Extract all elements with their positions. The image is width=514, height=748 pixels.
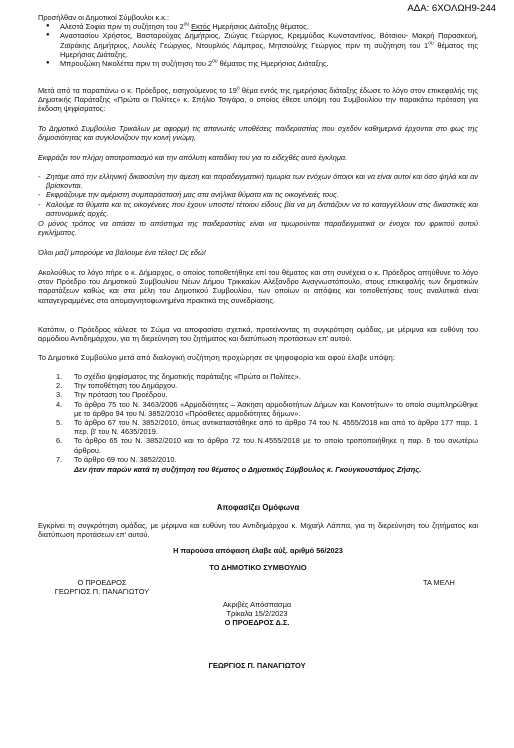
copy-place-date: Τρίκαλα 15/2/2023 [226, 609, 288, 619]
chair-name: ΓΕΩΡΓΙΟΣ Π. ΠΑΝΑΓΙΩΤΟΥ [54, 587, 150, 597]
consideration-item: 3. Την πρόταση του Προέδρου. [56, 390, 168, 400]
next-paragraph: Κατόπιν, ο Πρόεδρος κάλεσε το Σώμα να αποφασίσει σχετικά, προτείνοντας τη συγκρότηση ομάδας, με μέριμνα και ευθύνη του αρμόδιου Αντιδημάρχου, για τη διερεύνηση του ζητήματος και διατύπωση προτάσεων επ' αυτού. [38, 325, 478, 344]
resolution-list [38, 172, 478, 218]
consideration-item: 4. Το άρθρο 75 του Ν. 3463/2006 «Αρμοδιότητες – Άσκηση αρμοδιοτήτων Δήμων και Κοινοτήτων» το οποίο συμπληρώθηκε με το άρθρο 94 του Ν. 3852/2010 «Πρόσθετες αρμοδιότητες δήμων». [56, 399, 478, 418]
consideration-item: 1. Το σχέδιο ψηφίσματος της δημοτικής παράταξης «Πρώτα οι Πολίτες». [56, 372, 301, 381]
considerations-list [38, 372, 478, 464]
copy-chair: Ο ΠΡΟΕΔΡΟΣ Δ.Σ. [224, 618, 290, 628]
chair-signature-block [38, 578, 166, 596]
consideration-item: 2. Την τοποθέτηση του Δημάρχου. [56, 381, 178, 391]
copy-label: Ακριβές Απόσπασμα [222, 600, 292, 609]
final-signature-name: ΓΕΩΡΓΙΟΣ Π. ΠΑΝΑΓΙΩΤΟΥ [208, 661, 306, 670]
members-label: ΤΑ ΜΕΛΗ [423, 578, 455, 587]
resolution-item: - Ζητάμε από την ελληνική δικαιοσύνη την άμεση και παραδειγματική τιμωρία των ενόχων όποιοι και να είναι αυτοί και όσο ψηλά και αν βρίσκονται. [38, 172, 478, 190]
presence-block [38, 13, 478, 68]
vote-intro: Το Δημοτικό Συμβούλιο μετά από διαλογική συζήτηση προχώρησε σε ψηφοφορία και αφού έλαβε υπόψη: [38, 353, 396, 362]
presence-item: ● Αλεστά Σοφία πριν τη συζήτηση του $2^{o\upsilon}$ Εκτός Ημερήσιας Διάταξης θέματος. [38, 22, 478, 31]
resolution-item: - Εκφράζουμε την αμέριστη συμπαράστασή μας στα ανήλικα θύματα και τις οικογένειές τους. [38, 190, 478, 199]
ada-code: ΑΔΑ: 6ΧΟΛΩΗ9-244 [407, 3, 496, 14]
decision-number: Η παρούσα απόφαση έλαβε αύξ. αριθμό 56/2023 [173, 546, 343, 555]
consideration-item: 7. Το άρθρο 69 του Ν. 3852/2010. [56, 454, 177, 464]
resolution-p1: Το Δημοτικό Συμβούλιο Τρικάλων με αφορμή τις απανωτές υποθέσεις παιδεραστίας που σχεδόν καθημερινά έρχονται στο φως της δημοσιότητας και συγκλονίζουν την κοινή γνώμη, [38, 124, 478, 143]
chair-label: Ο ΠΡΟΕΔΡΟΣ [77, 578, 127, 587]
intro-paragraph: Μετά από τα παραπάνω ο κ. Πρόεδρος, εισηγούμενος το $19^o$ θέμα εντός της ημερήσιας διάταξης έδωσε το λόγο στον επικεφαλής της Δημοτικής Παράταξης «Πρώτα οι Πολίτες» κ. Σπήλιο Τσιγάρα, ο οποίος έθεσε υπόψη του Συμβουλίου την παρακάτω πρόταση για έκδοση ψηφίσματος: [38, 85, 478, 114]
decides-heading: Αποφασίζει Ομόφωνα [216, 503, 300, 512]
consideration-item: 6. Το άρθρο 65 του Ν. 3852/2010 και το άρθρο 72 του Ν.4555/2018 με το οποίο τροποποιήθηκε η παρ. 6 του ανωτέρω άρθρου. [56, 436, 478, 455]
after-paragraph: Ακολούθως το λόγο πήρε ο κ. Δήμαρχος, ο οποίος τοποθετήθηκε επί του θέματος και στη συνέχεια ο κ. Πρόεδρος απηύθυνε το λόγο στον Πρόεδρο του Δημοτικού Συμβουλίου Νέων Δήμου Τρικκαίων Αλέξανδρο Αναγνωστόπουλο, στους επικεφαλής των δημοτικών παρατάξεων καθώς και στα μέλη του Δημοτικού Συμβουλίου, των οποίων οι απόψεις και τοποθετήσεις τους αναλυτικά είναι καταγεγραμμένες στα απομαγνητοφωνημένα πρακτικά της συνεδρίασης. [38, 268, 478, 305]
presence-list [38, 22, 478, 68]
presence-intro: Προσήλθαν οι Δημοτικοί Σύμβουλοι κ.κ.: [38, 13, 170, 22]
resolution-p3: Ο μόνος τρόπος να απάσει το απόστημα της παιδεραστίας είναι να τιμωρούνται παραδειγματικά οι ένοχοι του φρικτού αυτού εγκλήματος. [38, 219, 478, 238]
approval-paragraph: Εγκρίνει τη συγκρότηση ομάδας, με μέριμνα και ευθύνη του Αντιδημάρχου κ. Μιχαήλ Λάππα, για τη διερεύνηση του ζητήματος και διατύπωση προτάσεων επ' αυτού. [38, 521, 478, 540]
presence-item: ● Μπρουζώκη Νικολέττα πριν τη συζήτηση του $2^{o\upsilon}$ θέματος της Ημερήσιας Διάταξης. [38, 59, 478, 68]
copy-block [157, 600, 357, 628]
resolution-p4: Όλοι μαζί μπορούμε να βάλουμε ένα τέλος! Ως εδώ! [38, 248, 206, 257]
resolution-p2: Εκφράζει τον πλήρη αποτροπιασμό και την απόλυτη καταδίκη του για το ειδεχθές αυτό έγκλημα. [38, 153, 348, 162]
consideration-item: 5. Το άρθρο 67 του Ν. 3852/2010, όπως αντικαταστάθηκε από το άρθρο 74 του Ν. 4555/2018 και από το άρθρο 177 παρ. 1 περ. β' του Ν. 4635/2019. [56, 418, 478, 437]
resolution-item: - Καλούμε τα θύματα και τις οικογένειες που έχουν υποστεί τέτοιου είδους βία να μη διστάζουν να το καταγγέλλουν στις δικαστικές και αστυνομικές αρχές. [38, 200, 478, 218]
presence-item: ● Αναστασίου Χρήστος, Βασταρούχας Δημήτριος, Ζιώγας Γεώργιος, Κρεμμύδας Κωνσταντίνος, Βότσιου- Μακρή Παρασκευή, Ζαϊράκης Δημήτριος, Λουλές Γεώργιος, Ντουρλιός Λάμπρος, Μητσιούλης Γεώργιος πριν τη συζήτηση του $1^{o\upsilon}$ θέματος της Ημερήσιας Διάταξης. [38, 31, 478, 59]
absent-note: Δεν ήταν παρών κατά τη συζήτηση του θέματος ο Δημοτικός Σύμβουλος κ. Γκουγκουστάμος Ζήσης. [74, 465, 422, 474]
council-heading: ΤΟ ΔΗΜΟΤΙΚΟ ΣΥΜΒΟΥΛΙΟ [209, 563, 307, 572]
